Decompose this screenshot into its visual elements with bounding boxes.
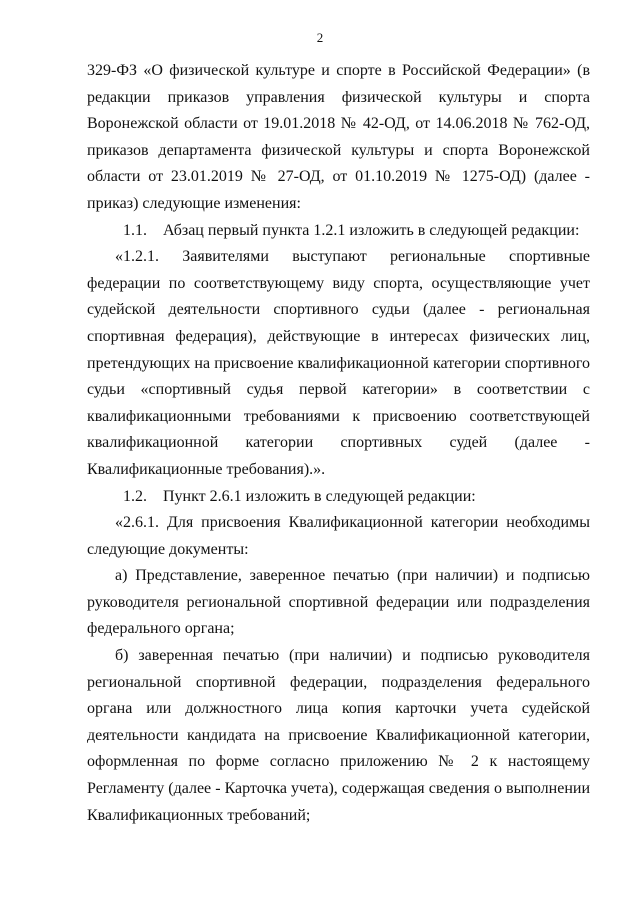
paragraph-list-b: б) заверенная печатью (при наличии) и подписью руководителя региональной спортивной федерации, подразделения федерального органа или должностного лица копия карточки учета судейской деятельности кандидата на присвоение Квалификационной категории, оформленная по форме согласно приложению № 2 к настоящему Регламенту (далее - Карточка учета), содержащая сведения о выполнении Квалификационных требований; bbox=[87, 647, 590, 824]
paragraph-item-1-1: 1.1. Абзац первый пункта 1.2.1 изложить в следующей редакции: bbox=[123, 221, 580, 239]
paragraph-quote-2-6-1: «2.6.1. Для присвоения Квалификационной категории необходимы следующие документы: bbox=[87, 514, 590, 558]
paragraph-item-1-2: 1.2. Пункт 2.6.1 изложить в следующей редакции: bbox=[123, 487, 476, 505]
paragraph-intro: 329-ФЗ «О физической культуре и спорте в Российской Федерации» (в редакции приказов управления физической культуры и спорта Воронежской области от 19.01.2018 № 42-ОД, от 14.06.2018 № 762-ОД, приказов департамента физической культуры и спорта Воронежской области от 23.01.2019 № 27-ОД, от 01.10.2019 № 1275-ОД) (далее - приказ) следующие изменения: bbox=[87, 62, 590, 212]
paragraph-list-a: а) Представление, заверенное печатью (при наличии) и подписью руководителя региональной спортивной федерации или подразделения федерального органа; bbox=[87, 567, 590, 638]
paragraph-quote-1-2-1: «1.2.1. Заявителями выступают региональные спортивные федерации по соответствующему виду спорта, осуществляющие учет судейской деятельности спортивного судьи (далее - региональная спортивная федерация), действующие в интересах физических лиц, претендующих на присвоение квалификационной категории спортивного судьи «спортивный судья первой категории» в соответствии с квалификационными требованиями к присвоению соответствующей квалификационной категории спортивных судей (далее - Квалификационные требования).». bbox=[87, 248, 590, 478]
page-number: 2 bbox=[316, 30, 324, 45]
document-body bbox=[87, 58, 590, 829]
